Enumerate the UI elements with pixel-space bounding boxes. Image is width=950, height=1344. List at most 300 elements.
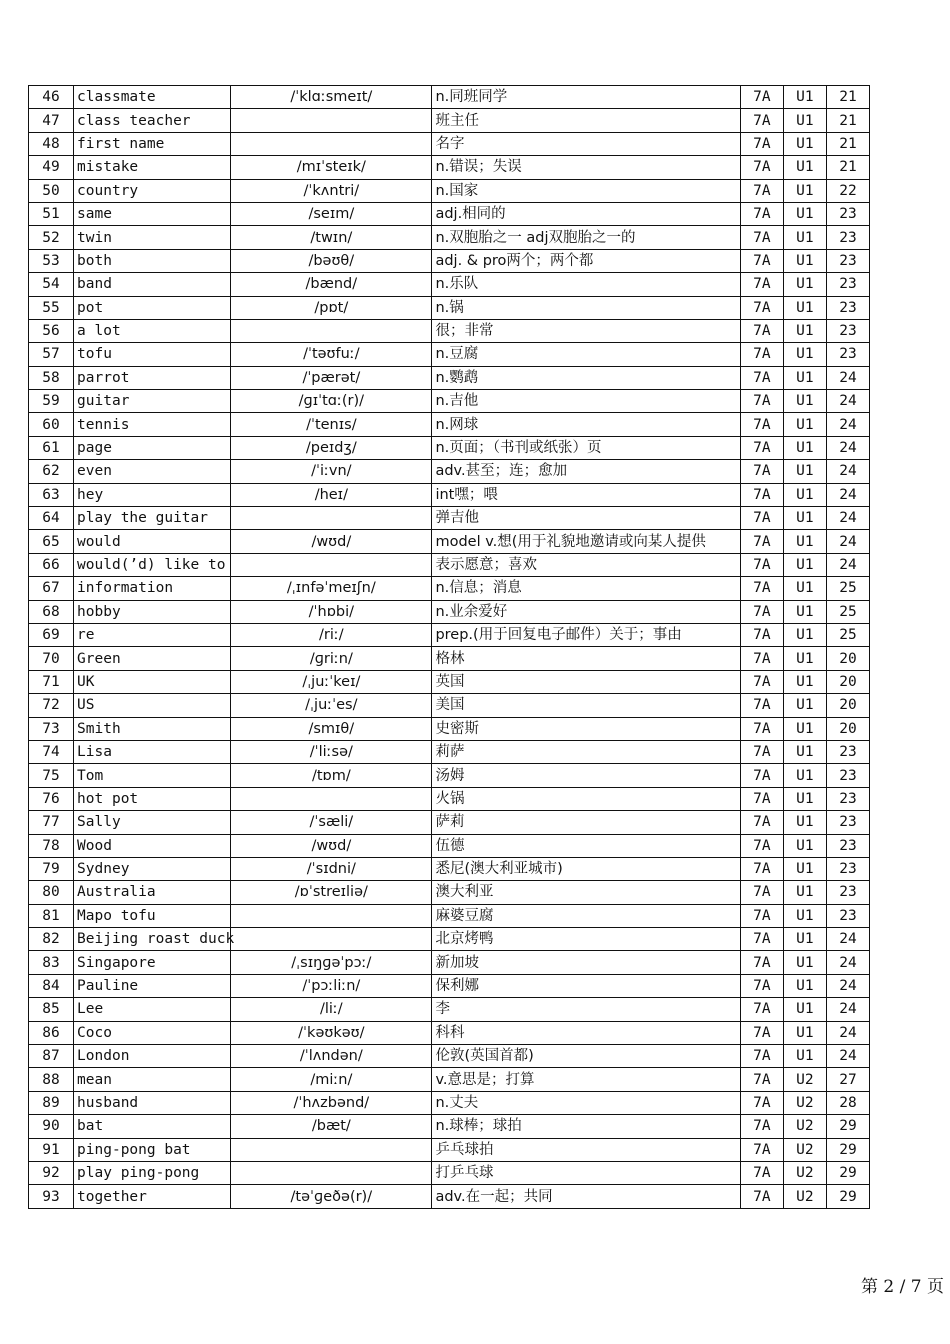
page-cell: 24	[826, 390, 869, 413]
table-row	[29, 273, 870, 296]
page-cell: 23	[826, 764, 869, 787]
row-number: 74	[29, 740, 74, 763]
phonetic: /riː/	[231, 623, 432, 646]
english-word: Sally	[74, 811, 231, 834]
english-word: twin	[74, 226, 231, 249]
page-cell: 23	[826, 319, 869, 342]
row-number: 93	[29, 1185, 74, 1208]
chinese-definition: n.球棒；球拍	[432, 1115, 740, 1138]
row-number: 50	[29, 179, 74, 202]
page-cell: 28	[826, 1091, 869, 1114]
english-word: Tom	[74, 764, 231, 787]
chinese-definition: prep.(用于回复电子邮件）关于；事由	[432, 623, 740, 646]
unit-cell: U1	[783, 156, 826, 179]
unit-cell: U1	[783, 857, 826, 880]
table-row	[29, 1068, 870, 1091]
english-word: parrot	[74, 366, 231, 389]
table-row	[29, 296, 870, 319]
table-row	[29, 904, 870, 927]
english-word: first name	[74, 132, 231, 155]
english-word: tennis	[74, 413, 231, 436]
grade-cell: 7A	[740, 1021, 783, 1044]
table-row	[29, 998, 870, 1021]
row-number: 52	[29, 226, 74, 249]
table-row	[29, 460, 870, 483]
phonetic: /ˈsɪdni/	[231, 857, 432, 880]
grade-cell: 7A	[740, 460, 783, 483]
unit-cell: U1	[783, 460, 826, 483]
chinese-definition: n.锅	[432, 296, 740, 319]
unit-cell: U1	[783, 390, 826, 413]
phonetic: /ˌsɪŋɡəˈpɔː/	[231, 951, 432, 974]
table-row	[29, 881, 870, 904]
phonetic: /ˈkəʊkəʊ/	[231, 1021, 432, 1044]
table-row	[29, 1161, 870, 1184]
page-cell: 24	[826, 974, 869, 997]
english-word: country	[74, 179, 231, 202]
grade-cell: 7A	[740, 507, 783, 530]
phonetic: /miːn/	[231, 1068, 432, 1091]
grade-cell: 7A	[740, 483, 783, 506]
unit-cell: U1	[783, 764, 826, 787]
page-cell: 21	[826, 156, 869, 179]
row-number: 80	[29, 881, 74, 904]
page-cell: 20	[826, 670, 869, 693]
grade-cell: 7A	[740, 530, 783, 553]
page-cell: 23	[826, 249, 869, 272]
phonetic: /ˈtenɪs/	[231, 413, 432, 436]
page-cell: 23	[826, 296, 869, 319]
chinese-definition: n.网球	[432, 413, 740, 436]
english-word: Mapo tofu	[74, 904, 231, 927]
chinese-definition: 打乒乓球	[432, 1161, 740, 1184]
grade-cell: 7A	[740, 226, 783, 249]
table-row	[29, 319, 870, 342]
chinese-definition: n.错误；失误	[432, 156, 740, 179]
phonetic	[231, 319, 432, 342]
english-word: husband	[74, 1091, 231, 1114]
table-row	[29, 623, 870, 646]
unit-cell: U1	[783, 998, 826, 1021]
grade-cell: 7A	[740, 366, 783, 389]
row-number: 82	[29, 928, 74, 951]
row-number: 73	[29, 717, 74, 740]
row-number: 91	[29, 1138, 74, 1161]
grade-cell: 7A	[740, 811, 783, 834]
english-word: would(’d) like to	[74, 553, 231, 576]
grade-cell: 7A	[740, 717, 783, 740]
english-word: would	[74, 530, 231, 553]
row-number: 86	[29, 1021, 74, 1044]
phonetic	[231, 553, 432, 576]
row-number: 85	[29, 998, 74, 1021]
table-row	[29, 226, 870, 249]
phonetic: /ˈsæli/	[231, 811, 432, 834]
unit-cell: U1	[783, 577, 826, 600]
row-number: 78	[29, 834, 74, 857]
chinese-definition: 麻婆豆腐	[432, 904, 740, 927]
phonetic: /ˌjuːˈes/	[231, 694, 432, 717]
page-cell: 21	[826, 109, 869, 132]
table-row	[29, 366, 870, 389]
phonetic	[231, 787, 432, 810]
table-row	[29, 1138, 870, 1161]
unit-cell: U1	[783, 694, 826, 717]
phonetic: /bænd/	[231, 273, 432, 296]
chinese-definition: 英国	[432, 670, 740, 693]
grade-cell: 7A	[740, 928, 783, 951]
page-cell: 23	[826, 811, 869, 834]
english-word: same	[74, 202, 231, 225]
english-word: Wood	[74, 834, 231, 857]
chinese-definition: 格林	[432, 647, 740, 670]
row-number: 59	[29, 390, 74, 413]
grade-cell: 7A	[740, 109, 783, 132]
row-number: 49	[29, 156, 74, 179]
english-word: re	[74, 623, 231, 646]
unit-cell: U1	[783, 507, 826, 530]
row-number: 51	[29, 202, 74, 225]
chinese-definition: adv.在一起；共同	[432, 1185, 740, 1208]
english-word: US	[74, 694, 231, 717]
row-number: 47	[29, 109, 74, 132]
table-row	[29, 132, 870, 155]
page-cell: 29	[826, 1185, 869, 1208]
phonetic	[231, 1138, 432, 1161]
page-cell: 25	[826, 600, 869, 623]
unit-cell: U2	[783, 1138, 826, 1161]
grade-cell: 7A	[740, 1185, 783, 1208]
page-cell: 23	[826, 740, 869, 763]
unit-cell: U1	[783, 86, 826, 109]
page-cell: 24	[826, 483, 869, 506]
english-word: together	[74, 1185, 231, 1208]
phonetic: /ˈklɑːsmeɪt/	[231, 86, 432, 109]
page-cell: 24	[826, 998, 869, 1021]
english-word: Singapore	[74, 951, 231, 974]
unit-cell: U1	[783, 1045, 826, 1068]
grade-cell: 7A	[740, 249, 783, 272]
grade-cell: 7A	[740, 623, 783, 646]
page-cell: 29	[826, 1138, 869, 1161]
row-number: 88	[29, 1068, 74, 1091]
grade-cell: 7A	[740, 553, 783, 576]
phonetic: /mɪˈsteɪk/	[231, 156, 432, 179]
grade-cell: 7A	[740, 413, 783, 436]
table-row	[29, 974, 870, 997]
unit-cell: U2	[783, 1091, 826, 1114]
english-word: even	[74, 460, 231, 483]
row-number: 71	[29, 670, 74, 693]
row-number: 79	[29, 857, 74, 880]
english-word: page	[74, 436, 231, 459]
grade-cell: 7A	[740, 179, 783, 202]
phonetic: /ˈiːvn/	[231, 460, 432, 483]
chinese-definition: n.页面；（书刊或纸张）页	[432, 436, 740, 459]
vocabulary-table-body	[29, 86, 870, 1209]
row-number: 83	[29, 951, 74, 974]
grade-cell: 7A	[740, 974, 783, 997]
chinese-definition: 澳大利亚	[432, 881, 740, 904]
row-number: 55	[29, 296, 74, 319]
phonetic: /tɒm/	[231, 764, 432, 787]
grade-cell: 7A	[740, 86, 783, 109]
unit-cell: U1	[783, 249, 826, 272]
page-cell: 21	[826, 132, 869, 155]
row-number: 69	[29, 623, 74, 646]
page-cell: 22	[826, 179, 869, 202]
table-row	[29, 156, 870, 179]
page-cell: 25	[826, 577, 869, 600]
phonetic: /pɒt/	[231, 296, 432, 319]
page-cell: 23	[826, 787, 869, 810]
row-number: 60	[29, 413, 74, 436]
english-word: band	[74, 273, 231, 296]
chinese-definition: 火锅	[432, 787, 740, 810]
english-word: both	[74, 249, 231, 272]
unit-cell: U2	[783, 1115, 826, 1138]
unit-cell: U1	[783, 670, 826, 693]
chinese-definition: n.豆腐	[432, 343, 740, 366]
english-word: play ping-pong	[74, 1161, 231, 1184]
english-word: bat	[74, 1115, 231, 1138]
table-row	[29, 1045, 870, 1068]
table-row	[29, 553, 870, 576]
grade-cell: 7A	[740, 1091, 783, 1114]
grade-cell: 7A	[740, 273, 783, 296]
unit-cell: U1	[783, 553, 826, 576]
unit-cell: U1	[783, 343, 826, 366]
english-word: Green	[74, 647, 231, 670]
grade-cell: 7A	[740, 951, 783, 974]
row-number: 54	[29, 273, 74, 296]
unit-cell: U1	[783, 202, 826, 225]
page-cell: 23	[826, 857, 869, 880]
english-word: a lot	[74, 319, 231, 342]
phonetic: /ˈliːsə/	[231, 740, 432, 763]
row-number: 77	[29, 811, 74, 834]
phonetic: /heɪ/	[231, 483, 432, 506]
phonetic: /ˈtəʊfuː/	[231, 343, 432, 366]
english-word: hey	[74, 483, 231, 506]
phonetic	[231, 109, 432, 132]
english-word: class teacher	[74, 109, 231, 132]
row-number: 92	[29, 1161, 74, 1184]
phonetic: /wʊd/	[231, 834, 432, 857]
grade-cell: 7A	[740, 156, 783, 179]
chinese-definition: 汤姆	[432, 764, 740, 787]
chinese-definition: n.吉他	[432, 390, 740, 413]
unit-cell: U2	[783, 1161, 826, 1184]
chinese-definition: v.意思是；打算	[432, 1068, 740, 1091]
page-cell: 29	[826, 1115, 869, 1138]
grade-cell: 7A	[740, 740, 783, 763]
chinese-definition: n.业余爱好	[432, 600, 740, 623]
row-number: 90	[29, 1115, 74, 1138]
row-number: 63	[29, 483, 74, 506]
unit-cell: U1	[783, 273, 826, 296]
phonetic: /twɪn/	[231, 226, 432, 249]
table-row	[29, 951, 870, 974]
table-row	[29, 436, 870, 459]
page-cell: 24	[826, 366, 869, 389]
english-word: play the guitar	[74, 507, 231, 530]
table-row	[29, 507, 870, 530]
chinese-definition: n.丈夫	[432, 1091, 740, 1114]
table-row	[29, 483, 870, 506]
unit-cell: U1	[783, 787, 826, 810]
chinese-definition: 弹吉他	[432, 507, 740, 530]
phonetic: /seɪm/	[231, 202, 432, 225]
unit-cell: U1	[783, 483, 826, 506]
chinese-definition: 班主任	[432, 109, 740, 132]
unit-cell: U1	[783, 319, 826, 342]
english-word: pot	[74, 296, 231, 319]
grade-cell: 7A	[740, 904, 783, 927]
page-cell: 25	[826, 623, 869, 646]
grade-cell: 7A	[740, 1138, 783, 1161]
phonetic: /peɪdʒ/	[231, 436, 432, 459]
unit-cell: U1	[783, 1021, 826, 1044]
phonetic: /ˈhʌzbənd/	[231, 1091, 432, 1114]
table-row	[29, 109, 870, 132]
table-row	[29, 530, 870, 553]
unit-cell: U2	[783, 1068, 826, 1091]
unit-cell: U1	[783, 811, 826, 834]
page-cell: 24	[826, 530, 869, 553]
table-row	[29, 202, 870, 225]
chinese-definition: adv.甚至；连；愈加	[432, 460, 740, 483]
unit-cell: U1	[783, 413, 826, 436]
page-cell: 24	[826, 951, 869, 974]
grade-cell: 7A	[740, 600, 783, 623]
grade-cell: 7A	[740, 577, 783, 600]
table-row	[29, 740, 870, 763]
grade-cell: 7A	[740, 694, 783, 717]
page-cell: 23	[826, 226, 869, 249]
page-cell: 23	[826, 343, 869, 366]
chinese-definition: 保利娜	[432, 974, 740, 997]
page-cell: 29	[826, 1161, 869, 1184]
row-number: 72	[29, 694, 74, 717]
phonetic	[231, 904, 432, 927]
table-row	[29, 1091, 870, 1114]
phonetic: /ˈhɒbi/	[231, 600, 432, 623]
chinese-definition: adj.相同的	[432, 202, 740, 225]
chinese-definition: 名字	[432, 132, 740, 155]
page-cell: 23	[826, 881, 869, 904]
grade-cell: 7A	[740, 202, 783, 225]
page-cell: 24	[826, 507, 869, 530]
phonetic: /ɒˈstreɪliə/	[231, 881, 432, 904]
row-number: 76	[29, 787, 74, 810]
table-row	[29, 600, 870, 623]
unit-cell: U1	[783, 179, 826, 202]
unit-cell: U1	[783, 928, 826, 951]
phonetic: /ɡriːn/	[231, 647, 432, 670]
english-word: mistake	[74, 156, 231, 179]
row-number: 87	[29, 1045, 74, 1068]
table-row	[29, 86, 870, 109]
chinese-definition: 表示愿意；喜欢	[432, 553, 740, 576]
table-row	[29, 811, 870, 834]
english-word: Sydney	[74, 857, 231, 880]
chinese-definition: n.信息；消息	[432, 577, 740, 600]
table-row	[29, 787, 870, 810]
phonetic: /ˈlʌndən/	[231, 1045, 432, 1068]
chinese-definition: adj. & pro两个；两个都	[432, 249, 740, 272]
row-number: 57	[29, 343, 74, 366]
unit-cell: U1	[783, 132, 826, 155]
unit-cell: U1	[783, 296, 826, 319]
row-number: 58	[29, 366, 74, 389]
english-word: hobby	[74, 600, 231, 623]
english-word: UK	[74, 670, 231, 693]
page-cell: 24	[826, 928, 869, 951]
chinese-definition: 乒乓球拍	[432, 1138, 740, 1161]
english-word: London	[74, 1045, 231, 1068]
english-word: Australia	[74, 881, 231, 904]
grade-cell: 7A	[740, 296, 783, 319]
chinese-definition: n.乐队	[432, 273, 740, 296]
table-row	[29, 670, 870, 693]
phonetic	[231, 1161, 432, 1184]
chinese-definition: 悉尼(澳大利亚城市)	[432, 857, 740, 880]
chinese-definition: n.国家	[432, 179, 740, 202]
phonetic: /ˈpɔːliːn/	[231, 974, 432, 997]
grade-cell: 7A	[740, 319, 783, 342]
unit-cell: U1	[783, 530, 826, 553]
table-row	[29, 834, 870, 857]
table-row	[29, 1021, 870, 1044]
chinese-definition: 史密斯	[432, 717, 740, 740]
grade-cell: 7A	[740, 647, 783, 670]
english-word: hot pot	[74, 787, 231, 810]
grade-cell: 7A	[740, 1161, 783, 1184]
grade-cell: 7A	[740, 834, 783, 857]
unit-cell: U1	[783, 834, 826, 857]
phonetic: /wʊd/	[231, 530, 432, 553]
chinese-definition: 李	[432, 998, 740, 1021]
grade-cell: 7A	[740, 1045, 783, 1068]
row-number: 53	[29, 249, 74, 272]
phonetic: /ˈpærət/	[231, 366, 432, 389]
grade-cell: 7A	[740, 787, 783, 810]
row-number: 67	[29, 577, 74, 600]
unit-cell: U1	[783, 951, 826, 974]
row-number: 46	[29, 86, 74, 109]
chinese-definition: int嘿；喂	[432, 483, 740, 506]
row-number: 48	[29, 132, 74, 155]
page-cell: 24	[826, 436, 869, 459]
phonetic: /təˈɡeðə(r)/	[231, 1185, 432, 1208]
english-word: guitar	[74, 390, 231, 413]
table-row	[29, 179, 870, 202]
chinese-definition: 伍德	[432, 834, 740, 857]
phonetic: /ˌjuːˈkeɪ/	[231, 670, 432, 693]
table-row	[29, 694, 870, 717]
grade-cell: 7A	[740, 857, 783, 880]
phonetic: /bəʊθ/	[231, 249, 432, 272]
english-word: Smith	[74, 717, 231, 740]
english-word: ping-pong bat	[74, 1138, 231, 1161]
page-cell: 24	[826, 460, 869, 483]
page-cell: 23	[826, 273, 869, 296]
chinese-definition: 萨莉	[432, 811, 740, 834]
english-word: Coco	[74, 1021, 231, 1044]
phonetic	[231, 507, 432, 530]
grade-cell: 7A	[740, 390, 783, 413]
